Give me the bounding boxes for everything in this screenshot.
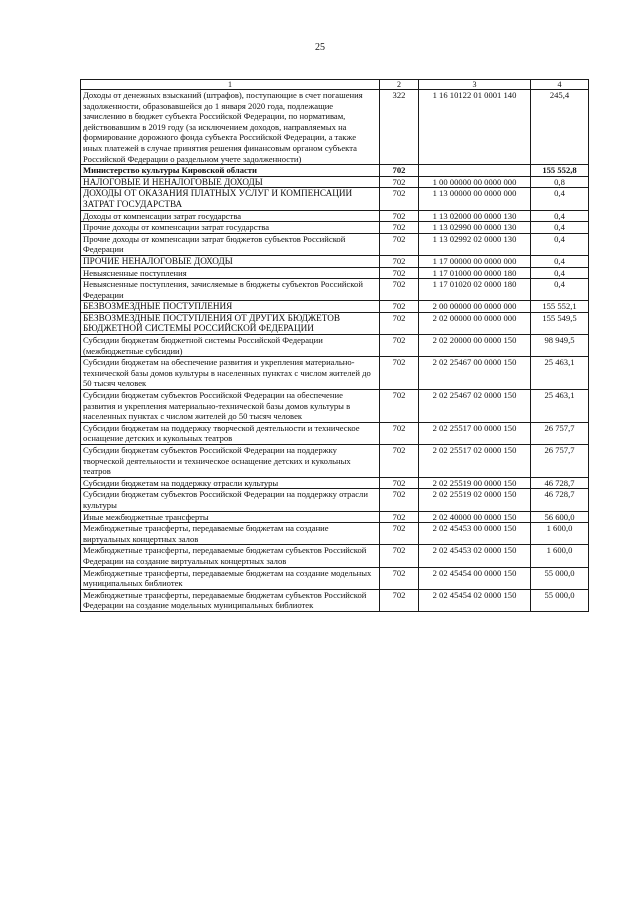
admin-code-cell: 702 xyxy=(380,255,419,267)
amount-cell: 56 600,0 xyxy=(531,511,589,523)
revenue-name-cell: ДОХОДЫ ОТ ОКАЗАНИЯ ПЛАТНЫХ УСЛУГ И КОМПЕНСАЦИИ ЗАТРАТ ГОСУДАРСТВА xyxy=(81,188,380,210)
classification-code-cell: 2 02 25517 02 0000 150 xyxy=(419,445,531,478)
classification-code-cell: 1 13 02990 00 0000 130 xyxy=(419,222,531,234)
table-row xyxy=(81,188,589,210)
revenue-name-cell: НАЛОГОВЫЕ И НЕНАЛОГОВЫЕ ДОХОДЫ xyxy=(81,176,380,188)
classification-code-cell: 2 02 40000 00 0000 150 xyxy=(419,511,531,523)
admin-code-cell: 702 xyxy=(380,445,419,478)
revenue-name-cell: Невыясненные поступления, зачисляемые в бюджеты субъектов Российской Федерации xyxy=(81,279,380,301)
page-number: 25 xyxy=(315,42,325,53)
classification-code-cell: 1 13 02000 00 0000 130 xyxy=(419,210,531,222)
amount-cell: 155 552,8 xyxy=(531,165,589,177)
amount-cell: 1 600,0 xyxy=(531,523,589,545)
admin-code-cell: 702 xyxy=(380,301,419,313)
classification-code-cell: 2 00 00000 00 0000 000 xyxy=(419,301,531,313)
admin-code-cell: 702 xyxy=(380,589,419,611)
budget-revenue-table xyxy=(80,79,589,612)
revenue-name-cell: Субсидии бюджетам субъектов Российской Федерации на поддержку творческой деятельности и техническое оснащение детских и кукольных театров xyxy=(81,445,380,478)
admin-code-cell: 702 xyxy=(380,176,419,188)
amount-cell: 0,4 xyxy=(531,222,589,234)
table-row xyxy=(81,233,589,255)
classification-code-cell: 1 00 00000 00 0000 000 xyxy=(419,176,531,188)
classification-code-cell: 2 02 20000 00 0000 150 xyxy=(419,335,531,357)
table-row xyxy=(81,489,589,511)
classification-code-cell: 2 02 45453 00 0000 150 xyxy=(419,523,531,545)
table-row xyxy=(81,357,589,390)
header-col-4: 4 xyxy=(531,80,589,90)
classification-code-cell: 2 02 25519 02 0000 150 xyxy=(419,489,531,511)
admin-code-cell: 702 xyxy=(380,422,419,444)
table-body xyxy=(81,90,589,612)
classification-code-cell: 2 02 25519 00 0000 150 xyxy=(419,477,531,489)
admin-code-cell: 702 xyxy=(380,267,419,279)
table-row xyxy=(81,511,589,523)
admin-code-cell: 702 xyxy=(380,511,419,523)
admin-code-cell: 702 xyxy=(380,477,419,489)
amount-cell: 0,4 xyxy=(531,279,589,301)
admin-code-cell: 702 xyxy=(380,335,419,357)
admin-code-cell: 702 xyxy=(380,312,419,334)
amount-cell: 55 000,0 xyxy=(531,567,589,589)
admin-code-cell: 702 xyxy=(380,523,419,545)
revenue-name-cell: Межбюджетные трансферты, передаваемые бюджетам на создание модельных муниципальных библиотек xyxy=(81,567,380,589)
amount-cell: 25 463,1 xyxy=(531,390,589,423)
table-row xyxy=(81,90,589,165)
table-row xyxy=(81,279,589,301)
table-row xyxy=(81,210,589,222)
revenue-name-cell: Доходы от компенсации затрат государства xyxy=(81,210,380,222)
amount-cell: 0,4 xyxy=(531,267,589,279)
classification-code-cell: 2 02 45454 02 0000 150 xyxy=(419,589,531,611)
table-row xyxy=(81,523,589,545)
amount-cell: 155 549,5 xyxy=(531,312,589,334)
admin-code-cell: 702 xyxy=(380,390,419,423)
table-row xyxy=(81,255,589,267)
table-row xyxy=(81,301,589,313)
admin-code-cell: 702 xyxy=(380,188,419,210)
table-row xyxy=(81,477,589,489)
revenue-name-cell: Субсидии бюджетам субъектов Российской Федерации на обеспечение развития и укрепления материально-технической базы домов культуры в населенных пунктах с числом жителей до 50 тысяч человек xyxy=(81,390,380,423)
table-header-row xyxy=(81,80,589,90)
amount-cell: 46 728,7 xyxy=(531,477,589,489)
classification-code-cell: 2 02 00000 00 0000 000 xyxy=(419,312,531,334)
revenue-name-cell: БЕЗВОЗМЕЗДНЫЕ ПОСТУПЛЕНИЯ xyxy=(81,301,380,313)
table-row xyxy=(81,422,589,444)
amount-cell: 55 000,0 xyxy=(531,589,589,611)
classification-code-cell: 1 17 01020 02 0000 180 xyxy=(419,279,531,301)
classification-code-cell: 1 13 02992 02 0000 130 xyxy=(419,233,531,255)
admin-code-cell: 702 xyxy=(380,210,419,222)
amount-cell: 0,4 xyxy=(531,188,589,210)
amount-cell: 1 600,0 xyxy=(531,545,589,567)
amount-cell: 26 757,7 xyxy=(531,422,589,444)
revenue-name-cell: Министерство культуры Кировской области xyxy=(81,165,380,177)
amount-cell: 98 949,5 xyxy=(531,335,589,357)
revenue-name-cell: ПРОЧИЕ НЕНАЛОГОВЫЕ ДОХОДЫ xyxy=(81,255,380,267)
revenue-name-cell: Прочие доходы от компенсации затрат государства xyxy=(81,222,380,234)
admin-code-cell: 702 xyxy=(380,567,419,589)
table-row xyxy=(81,267,589,279)
table-row xyxy=(81,445,589,478)
admin-code-cell: 702 xyxy=(380,233,419,255)
table-row xyxy=(81,165,589,177)
classification-code-cell: 1 17 00000 00 0000 000 xyxy=(419,255,531,267)
admin-code-cell: 702 xyxy=(380,357,419,390)
classification-code-cell: 2 02 25467 00 0000 150 xyxy=(419,357,531,390)
table-row xyxy=(81,567,589,589)
admin-code-cell: 702 xyxy=(380,165,419,177)
revenue-name-cell: БЕЗВОЗМЕЗДНЫЕ ПОСТУПЛЕНИЯ ОТ ДРУГИХ БЮДЖЕТОВ БЮДЖЕТНОЙ СИСТЕМЫ РОССИЙСКОЙ ФЕДЕРАЦИИ xyxy=(81,312,380,334)
amount-cell: 0,4 xyxy=(531,255,589,267)
table-row xyxy=(81,390,589,423)
classification-code-cell: 2 02 45454 00 0000 150 xyxy=(419,567,531,589)
revenue-name-cell: Субсидии бюджетам на обеспечение развития и укрепления материально-технической базы домов культуры в населенных пунктах с числом жителей до 50 тысяч человек xyxy=(81,357,380,390)
revenue-name-cell: Прочие доходы от компенсации затрат бюджетов субъектов Российской Федерации xyxy=(81,233,380,255)
classification-code-cell: 2 02 25517 00 0000 150 xyxy=(419,422,531,444)
amount-cell: 155 552,1 xyxy=(531,301,589,313)
amount-cell: 0,4 xyxy=(531,210,589,222)
admin-code-cell: 322 xyxy=(380,90,419,165)
classification-code-cell: 2 02 45453 02 0000 150 xyxy=(419,545,531,567)
amount-cell: 0,8 xyxy=(531,176,589,188)
revenue-name-cell: Доходы от денежных взысканий (штрафов), поступающие в счет погашения задолженности, образовавшейся до 1 января 2020 года, подлежащие зачислению в бюджет субъекта Российской Федерации, по нормативам, действовавшим в 2019 году (за исключением доходов, направляемых на формирование дорожного фонда субъекта Российской Федерации, а также иных платежей в случае принятия решения финансовым органом субъекта Российской Федерации о раздельном учете задолженности) xyxy=(81,90,380,165)
admin-code-cell: 702 xyxy=(380,222,419,234)
amount-cell: 46 728,7 xyxy=(531,489,589,511)
amount-cell: 0,4 xyxy=(531,233,589,255)
revenue-name-cell: Субсидии бюджетам бюджетной системы Российской Федерации (межбюджетные субсидии) xyxy=(81,335,380,357)
amount-cell: 26 757,7 xyxy=(531,445,589,478)
classification-code-cell: 2 02 25467 02 0000 150 xyxy=(419,390,531,423)
header-col-3: 3 xyxy=(419,80,531,90)
revenue-name-cell: Иные межбюджетные трансферты xyxy=(81,511,380,523)
revenue-name-cell: Межбюджетные трансферты, передаваемые бюджетам на создание виртуальных концертных залов xyxy=(81,523,380,545)
admin-code-cell: 702 xyxy=(380,489,419,511)
table-row xyxy=(81,589,589,611)
revenue-name-cell: Межбюджетные трансферты, передаваемые бюджетам субъектов Российской Федерации на создание виртуальных концертных залов xyxy=(81,545,380,567)
classification-code-cell xyxy=(419,165,531,177)
revenue-name-cell: Субсидии бюджетам на поддержку отрасли культуры xyxy=(81,477,380,489)
classification-code-cell: 1 17 01000 00 0000 180 xyxy=(419,267,531,279)
table-row xyxy=(81,335,589,357)
header-col-2: 2 xyxy=(380,80,419,90)
revenue-name-cell: Субсидии бюджетам субъектов Российской Федерации на поддержку отрасли культуры xyxy=(81,489,380,511)
admin-code-cell: 702 xyxy=(380,545,419,567)
revenue-name-cell: Субсидии бюджетам на поддержку творческой деятельности и техническое оснащение детских и кукольных театров xyxy=(81,422,380,444)
table-row xyxy=(81,176,589,188)
classification-code-cell: 1 13 00000 00 0000 000 xyxy=(419,188,531,210)
classification-code-cell: 1 16 10122 01 0001 140 xyxy=(419,90,531,165)
table-row xyxy=(81,312,589,334)
header-col-1: 1 xyxy=(81,80,380,90)
revenue-name-cell: Невыясненные поступления xyxy=(81,267,380,279)
amount-cell: 25 463,1 xyxy=(531,357,589,390)
table-row xyxy=(81,545,589,567)
table-row xyxy=(81,222,589,234)
admin-code-cell: 702 xyxy=(380,279,419,301)
revenue-name-cell: Межбюджетные трансферты, передаваемые бюджетам субъектов Российской Федерации на создание модельных муниципальных библиотек xyxy=(81,589,380,611)
amount-cell: 245,4 xyxy=(531,90,589,165)
